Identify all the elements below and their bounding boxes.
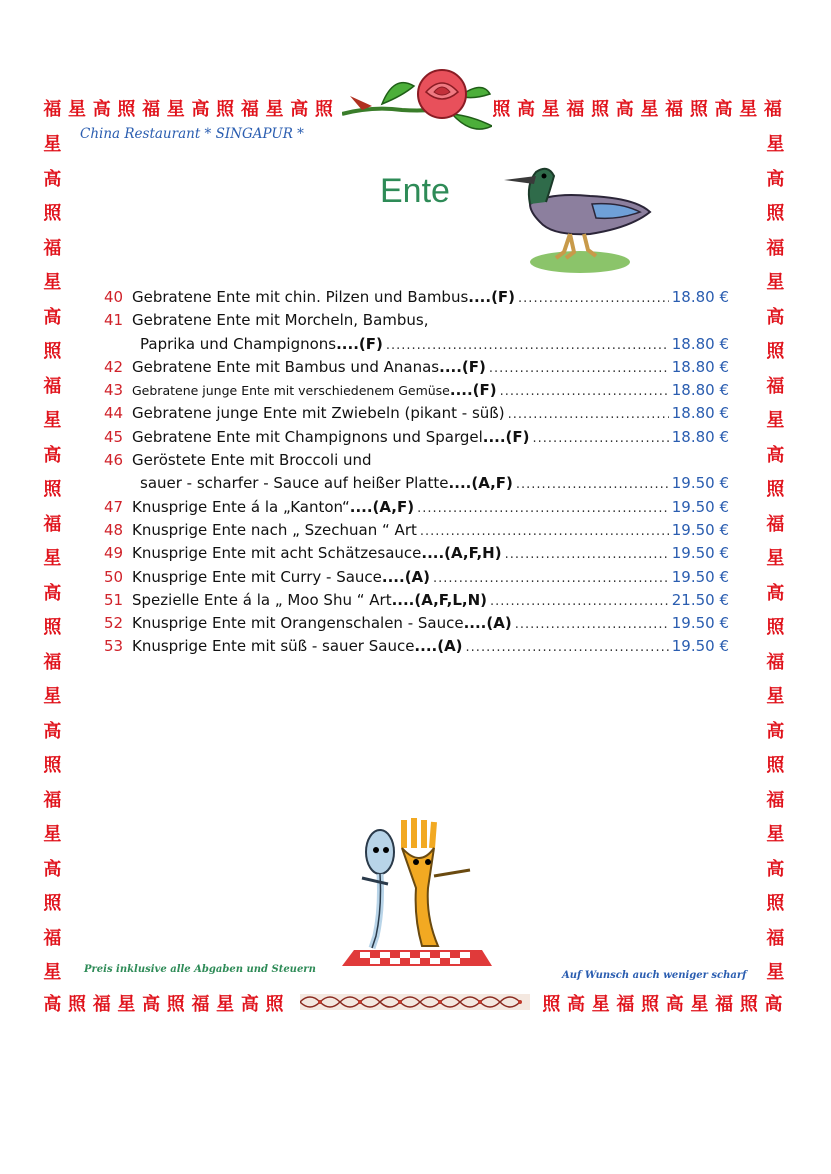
border-glyph: 福: [43, 513, 62, 535]
dot-leader: [505, 547, 669, 562]
item-price: 18.80 €: [671, 288, 729, 306]
item-name: sauer - scharfer - Sauce auf heißer Platte: [140, 474, 449, 493]
border-glyph: 高: [43, 306, 62, 328]
item-price: 18.80 €: [671, 404, 729, 423]
border-glyph: 星: [68, 99, 87, 120]
border-glyph: 照: [314, 99, 333, 120]
border-glyph: 照: [766, 617, 785, 638]
item-name: Knusprige Ente nach „ Szechuan “ Art: [132, 520, 417, 539]
border-glyph: 星: [591, 994, 610, 1015]
border-glyph: 福: [766, 237, 785, 259]
border-glyph: 星: [640, 99, 659, 120]
item-number: 51: [104, 590, 124, 609]
item-number: 41: [104, 311, 124, 330]
border-glyph: 星: [43, 686, 62, 707]
ornament-divider: [300, 990, 530, 1014]
item-name: Gebratene Ente mit Bambus und Ananas: [132, 357, 440, 376]
allergen-codes: ....(A,F): [448, 474, 513, 493]
item-price: 19.50 €: [671, 637, 729, 656]
menu-item: [104, 288, 729, 311]
border-glyph: 照: [43, 479, 62, 500]
border-glyph: 福: [616, 994, 635, 1015]
border-glyph: 高: [43, 168, 62, 190]
item-number: 42: [104, 357, 124, 376]
item-number: 47: [104, 497, 124, 516]
item-name: Paprika und Champignons: [140, 334, 337, 353]
menu-item: [104, 474, 729, 497]
border-glyph: 照: [68, 994, 87, 1015]
dot-leader: [417, 501, 669, 516]
border-glyph: 照: [591, 99, 610, 120]
border-top-left: [40, 98, 336, 122]
border-glyph: 高: [766, 168, 785, 190]
item-price: 19.50 €: [671, 544, 729, 563]
border-glyph: 福: [43, 375, 62, 397]
menu-item: [104, 521, 729, 544]
allergen-codes: ....(A): [463, 614, 512, 633]
allergen-codes: ....(F): [449, 381, 497, 400]
dot-leader: [508, 407, 669, 422]
border-glyph: 福: [766, 651, 785, 673]
border-glyph: 星: [541, 99, 560, 120]
border-glyph: 福: [92, 994, 111, 1015]
dot-leader: [386, 338, 669, 353]
item-name: Knusprige Ente mit acht Schätzesauce: [132, 544, 422, 563]
border-glyph: 福: [43, 927, 62, 949]
border-glyph: 照: [216, 99, 235, 120]
border-glyph: 星: [739, 99, 758, 120]
menu-item: [104, 591, 729, 614]
border-bottom-right: [539, 993, 786, 1017]
border-glyph: 福: [43, 99, 62, 120]
border-glyph: 星: [766, 548, 785, 569]
border-glyph: 星: [766, 410, 785, 431]
border-glyph: 照: [739, 994, 758, 1015]
border-glyph: 高: [764, 994, 783, 1015]
menu-item: [104, 637, 729, 660]
border-glyph: 照: [166, 994, 185, 1015]
dot-leader: [433, 571, 669, 586]
border-glyph: 照: [492, 99, 511, 120]
spice-note: Auf Wunsch auch weniger scharf: [562, 970, 747, 981]
border-glyph: 高: [517, 99, 536, 120]
dot-leader: [518, 291, 669, 306]
menu-item: [104, 568, 729, 591]
border-glyph: 福: [763, 99, 782, 120]
border-glyph: 照: [689, 99, 708, 120]
border-glyph: 福: [43, 651, 62, 673]
border-glyph: 高: [615, 99, 634, 120]
border-glyph: 福: [715, 994, 734, 1015]
border-glyph: 福: [766, 375, 785, 397]
border-glyph: 福: [240, 99, 259, 120]
duck-illustration: [500, 162, 660, 277]
border-glyph: 高: [43, 858, 62, 880]
item-number: 46: [104, 451, 124, 470]
allergen-codes: ....(A): [414, 637, 463, 656]
allergen-codes: ....(F): [468, 288, 516, 306]
border-glyph: 星: [166, 99, 185, 120]
border-glyph: 高: [43, 994, 62, 1015]
border-glyph: 高: [43, 444, 62, 466]
border-glyph: 照: [766, 203, 785, 224]
border-glyph: 照: [43, 341, 62, 362]
border-glyph: 高: [766, 858, 785, 880]
item-name: Gebratene junge Ente mit Zwiebeln (pikant - süß): [132, 404, 505, 423]
item-price: 19.50 €: [671, 614, 729, 633]
border-glyph: 福: [766, 513, 785, 535]
border-glyph: 高: [191, 99, 210, 120]
border-glyph: 星: [766, 686, 785, 707]
border-glyph: 照: [766, 341, 785, 362]
border-glyph: 照: [43, 203, 62, 224]
item-name: Knusprige Ente á la „Kanton“: [132, 497, 350, 516]
border-glyph: 星: [690, 994, 709, 1015]
item-price: 18.80 €: [671, 427, 729, 446]
item-number: 52: [104, 614, 124, 633]
border-glyph: 福: [766, 789, 785, 811]
border-glyph: 福: [191, 994, 210, 1015]
border-glyph: 星: [265, 99, 284, 120]
border-glyph: 照: [43, 617, 62, 638]
dot-leader: [489, 361, 669, 376]
dot-leader: [490, 594, 669, 609]
menu-item: [104, 381, 729, 404]
border-glyph: 星: [766, 824, 785, 845]
border-glyph: 照: [265, 994, 284, 1015]
item-price: 19.50 €: [671, 567, 729, 586]
item-name: Geröstete Ente mit Broccoli und: [132, 451, 372, 470]
section-title: Ente: [380, 172, 450, 210]
item-number: 50: [104, 567, 124, 586]
border-glyph: 高: [766, 582, 785, 604]
allergen-codes: ....(F): [482, 427, 530, 446]
item-price: 19.50 €: [671, 497, 729, 516]
dot-leader: [466, 640, 669, 655]
border-glyph: 高: [92, 99, 111, 120]
border-right-column: [763, 128, 788, 991]
item-name: Knusprige Ente mit Orangenschalen - Sauce: [132, 614, 464, 633]
border-left-column: [40, 128, 65, 991]
border-glyph: 高: [43, 582, 62, 604]
item-number: 43: [104, 381, 124, 400]
border-glyph: 星: [117, 994, 136, 1015]
border-glyph: 星: [43, 962, 62, 983]
border-glyph: 福: [566, 99, 585, 120]
rose-illustration: [342, 66, 492, 138]
item-price: 18.80 €: [671, 334, 729, 353]
border-glyph: 星: [43, 824, 62, 845]
menu-item: [104, 358, 729, 381]
allergen-codes: ....(A,F): [349, 497, 415, 516]
border-glyph: 高: [567, 994, 586, 1015]
border-glyph: 高: [766, 444, 785, 466]
item-price: 18.80 €: [671, 357, 729, 376]
restaurant-name: China Restaurant * SINGAPUR *: [80, 126, 304, 142]
border-glyph: 高: [240, 994, 259, 1015]
border-glyph: 高: [290, 99, 309, 120]
border-glyph: 高: [766, 720, 785, 742]
menu-item: [104, 311, 729, 334]
border-glyph: 福: [142, 99, 161, 120]
border-glyph: 星: [766, 134, 785, 155]
border-glyph: 星: [766, 272, 785, 293]
border-glyph: 照: [43, 755, 62, 776]
item-price: 18.80 €: [671, 381, 729, 400]
border-glyph: 高: [766, 306, 785, 328]
border-glyph: 照: [641, 994, 660, 1015]
border-glyph: 照: [43, 893, 62, 914]
border-glyph: 福: [766, 927, 785, 949]
item-name: Gebratene Ente mit chin. Pilzen und Bambus: [132, 288, 469, 306]
item-number: 45: [104, 427, 124, 446]
item-number: 49: [104, 544, 124, 563]
menu-item: [104, 544, 729, 567]
dancing-cutlery-illustration: [342, 818, 492, 970]
item-name: Gebratene Ente mit Morcheln, Bambus,: [132, 311, 429, 330]
border-glyph: 福: [43, 237, 62, 259]
price-note: Preis inklusive alle Abgaben und Steuern: [84, 964, 316, 975]
border-glyph: 星: [766, 962, 785, 983]
dot-leader: [516, 477, 669, 492]
item-number: 40: [104, 288, 124, 306]
border-glyph: 星: [43, 134, 62, 155]
border-glyph: 照: [542, 994, 561, 1015]
dot-leader: [420, 524, 669, 539]
item-name: Knusprige Ente mit süß - sauer Sauce: [132, 637, 415, 656]
menu-item: [104, 614, 729, 637]
menu-item: [104, 428, 729, 451]
allergen-codes: ....(A,F,H): [421, 544, 502, 563]
item-number: 44: [104, 404, 124, 423]
dot-leader: [533, 431, 669, 446]
menu-item: [104, 404, 729, 427]
item-number: 53: [104, 637, 124, 656]
border-glyph: 高: [43, 720, 62, 742]
allergen-codes: ....(F): [439, 357, 486, 376]
menu-item: [104, 335, 729, 358]
menu-item: [104, 451, 729, 474]
border-glyph: 星: [43, 548, 62, 569]
border-glyph: 高: [714, 99, 733, 120]
border-glyph: 星: [216, 994, 235, 1015]
item-name: Spezielle Ente á la „ Moo Shu “ Art: [132, 590, 392, 609]
border-top-right: [489, 98, 785, 122]
item-price: 19.50 €: [671, 474, 729, 493]
allergen-codes: ....(A,F,L,N): [391, 590, 488, 609]
dot-leader: [515, 617, 669, 632]
border-glyph: 照: [766, 755, 785, 776]
allergen-codes: ....(F): [336, 334, 383, 353]
border-glyph: 星: [43, 272, 62, 293]
item-number: 48: [104, 520, 124, 539]
item-name: Gebratene Ente mit Champignons und Spargel: [132, 427, 483, 446]
border-glyph: 福: [665, 99, 684, 120]
menu-list: [104, 288, 729, 661]
allergen-codes: ....(A): [381, 567, 431, 586]
border-bottom-left: [40, 993, 287, 1017]
border-glyph: 高: [142, 994, 161, 1015]
border-glyph: 星: [43, 410, 62, 431]
item-price: 21.50 €: [671, 590, 729, 609]
border-glyph: 福: [43, 789, 62, 811]
item-name: Knusprige Ente mit Curry - Sauce: [132, 567, 382, 586]
border-glyph: 高: [665, 994, 684, 1015]
item-price: 19.50 €: [671, 520, 729, 539]
border-glyph: 照: [766, 479, 785, 500]
border-glyph: 照: [117, 99, 136, 120]
border-glyph: 照: [766, 893, 785, 914]
dot-leader: [500, 384, 669, 399]
item-name: Gebratene junge Ente mit verschiedenem Gemüse: [132, 383, 450, 399]
menu-item: [104, 498, 729, 521]
